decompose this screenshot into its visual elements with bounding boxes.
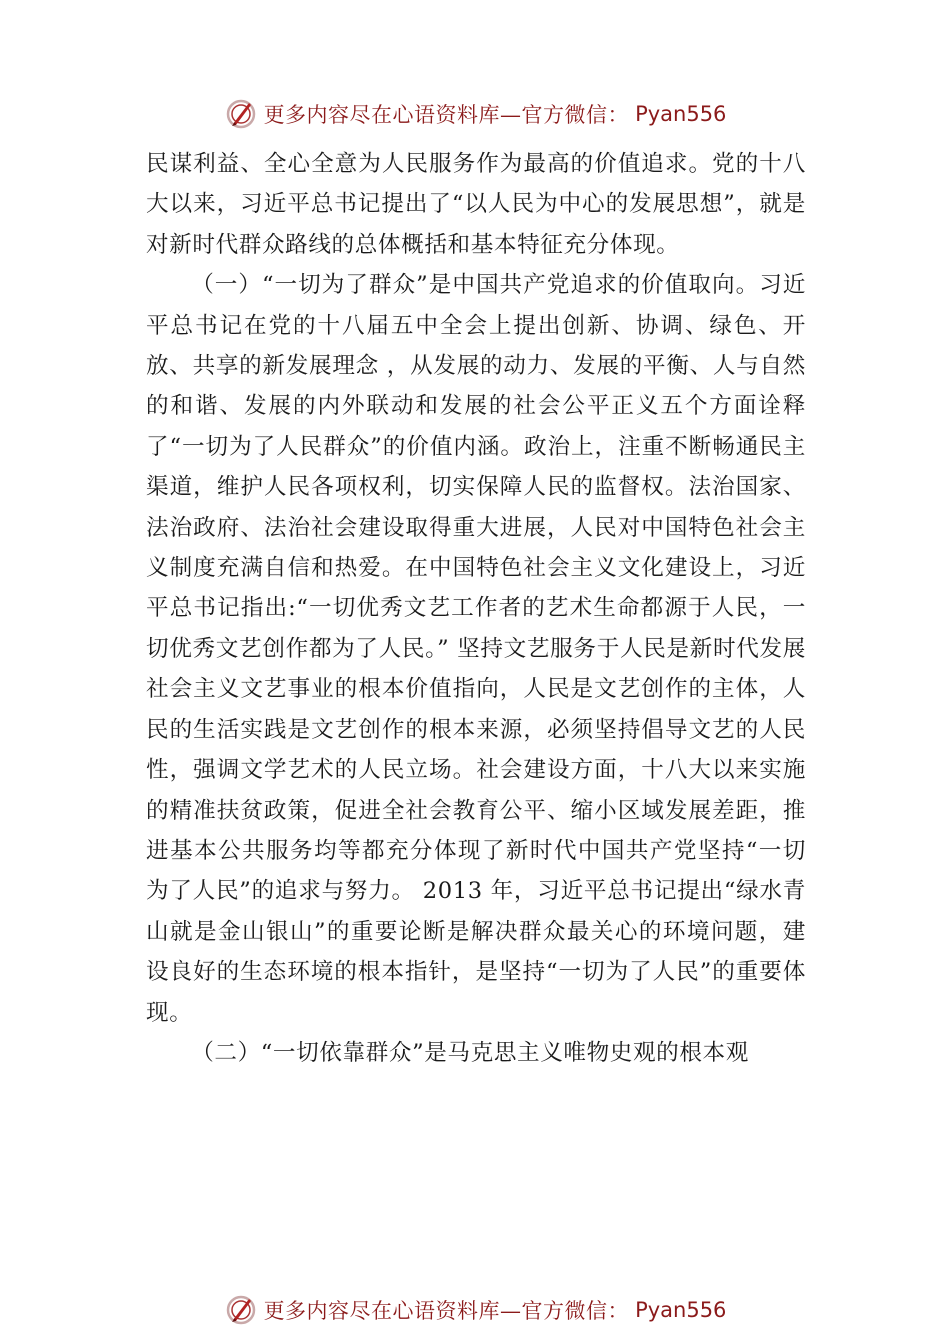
banner-text: 更多内容尽在心语资料库—官方微信： [263,103,630,127]
quill-pen-logo-icon [224,97,258,131]
footer-banner [0,1288,950,1332]
header-banner [0,92,950,136]
paragraph-1: 民谋利益、全心全意为人民服务作为最高的价值追求。党的十八大以来，习近平总书记提出了“以人民为中心的发展思想”，就是对新时代群众路线的总体概括和基本特征充分体现。 [146,151,806,258]
paragraph-3: （二）“一切依靠群众”是马克思主义唯物史观的根本观 [191,1039,749,1066]
wechat-id: Pyan556 [635,1298,727,1322]
document-body [146,144,806,1073]
paragraph-2: （一）“一切为了群众”是中国共产党追求的价值取向。习近平总书记在党的十八届五中全会上提出创新、协调、绿色、开放、共享的新发展理念 ，从发展的动力、发展的平衡、人与自然的和谐、发展的内外联动和发展的社会公平正义五个方面诠释了“一切为了人民群众”的价值内涵。政治上，注重不断畅通民主渠道，维护人民各项权利，切实保障人民的监督权。法治国家、法治政府、法治社会建设取得重大进展，人民对中国特色社会主义制度充满自信和热爱。在中国特色社会主义文化建设上，习近平总书记指出:“一切优秀文艺工作者的艺术生命都源于人民，一切优秀文艺创作都为了人民。” 坚持文艺服务于人民是新时代发展社会主义文艺事业的根本价值指向，人民是文艺创作的主体，人民的生活实践是文艺创作的根本来源，必须坚持倡导文艺的人民性，强调文学艺术的人民立场。社会建设方面，十八大以来实施的精准扶贫政策，促进全社会教育公平、缩小区域发展差距，推进基本公共服务均等都充分体现了新时代中国共产党坚持“一切为了人民”的追求与努力。 2013 年，习近平总书记提出“绿水青山就是金山银山”的重要论断是解决群众最关心的环境问题，建设良好的生态环境的根本指针，是坚持“一切为了人民”的重要体现。 [146,272,806,1026]
banner-text: 更多内容尽在心语资料库—官方微信： [263,1299,630,1323]
wechat-id: Pyan556 [635,102,727,126]
quill-pen-logo-icon [224,1293,258,1327]
